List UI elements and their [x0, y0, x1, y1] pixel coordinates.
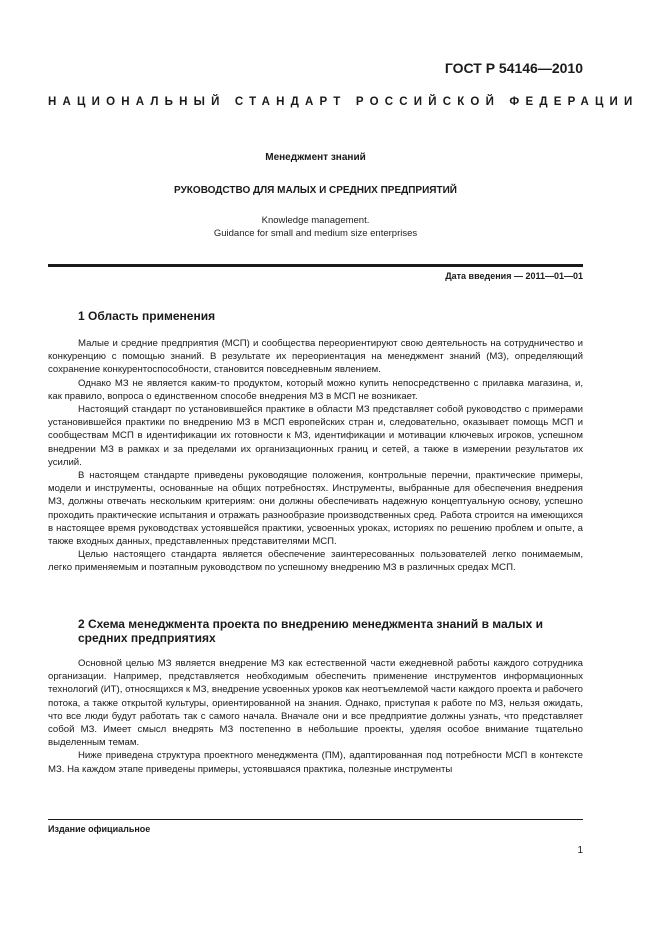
section-1-paragraph: Малые и средние предприятия (МСП) и сообщества переориентируют свою деятельность на сотрудничество и конкуренцию с помощью знаний. В результате их переориентация на менеджмент знаний (МЗ), определяющий сохранение конкурентоспособности, становится повседневным явлением. — [48, 338, 583, 376]
title-divider — [48, 264, 583, 267]
edition-label: Издание официальное — [48, 824, 151, 834]
introduction-date: Дата введения — 2011—01—01 — [445, 271, 583, 281]
document-title-en-line2: Guidance for small and medium size enterprises — [213, 227, 418, 239]
section-1-paragraph: Целью настоящего стандарта является обеспечение заинтересованных пользователей легко понимаемым, легко применяемым и поэтапным руководством по успешному внедрению МЗ в различных средах МСП. — [48, 549, 583, 574]
document-title-en — [48, 215, 583, 240]
section-1-paragraph: Настоящий стандарт по установившейся практике в области МЗ представляет собой руководство с примерами установившейся практики по внедрению МЗ в МСП европейских стран и, следовательно, оказывает помощь МСП и сообществам МСП в идентификации их готовности к МЗ, идентификации и мотивации ключевых игроков, успешном внедрении МЗ в рамках и за пределами их организационных границ и сетей, а также в измерении результатов их усилий. — [48, 404, 583, 468]
section-2-paragraph: Ниже приведена структура проектного менеджмента (ПМ), адаптированная под потребности МСП в контексте МЗ. На каждом этапе приведены примеры, устоявшаяся практика, полезные инструменты — [48, 750, 583, 775]
section-1-paragraph: В настоящем стандарте приведены руководящие положения, контрольные перечни, практические примеры, модели и инструменты, основанные на общих потребностях. Инструменты, выбранные для обеспечения внедрения МЗ, должны отвечать нескольким критериям: они должны обеспечивать надежную концептуальную основу, успешно проходить практические испытания и отражать разнообразие производственных сред. Работа строится на имеющихся в настоящее время руководствах устоявшейся практики, усвоенных уроках, историях по решению проблем и опыте, а также входных данных, представленных представителями МСП. — [48, 470, 583, 548]
footer-divider — [48, 819, 583, 820]
national-standard-title: НАЦИОНАЛЬНЫЙ СТАНДАРТ РОССИЙСКОЙ ФЕДЕРАЦИИ — [48, 96, 639, 108]
document-title-ru: РУКОВОДСТВО ДЛЯ МАЛЫХ И СРЕДНИХ ПРЕДПРИЯТИЙ — [174, 185, 457, 196]
section-1-paragraph: Однако МЗ не является каким-то продуктом, который можно купить непосредственно с прилавка магазина, и, как правило, вопроса о единственном способе внедрения МЗ в МСП не возникает. — [48, 377, 583, 402]
section-1-heading: 1 Область применения — [78, 309, 216, 323]
section-2-heading: 2 Схема менеджмента проекта по внедрению менеджмента знаний в малых и средних предприятиях — [78, 617, 543, 645]
document-title-en-line1: Knowledge management. — [261, 215, 370, 226]
section-2-body — [48, 657, 583, 776]
document-topic: Менеджмент знаний — [265, 152, 366, 163]
section-1-body — [48, 337, 583, 575]
page-number: 1 — [577, 845, 583, 856]
standard-number: ГОСТ Р 54146—2010 — [444, 60, 583, 76]
section-2-paragraph: Основной целью МЗ является внедрение МЗ как естественной части ежедневной работы каждого сотрудника организации. Например, представляется необходимым обеспечить применение инструментов информационных технологий (ИТ), относящихся к МЗ, внедрение усвоенных уроков как неотъемлемой части каждого проекта и рабочего потока, а также открытой культуры, ориентированной на знания. Однако, приступая к работе по МЗ, нельзя ожидать, что все люди будут работать так с самого начала. Вначале они и все предприятие должны узнать, что представляет собой МЗ. Имеет смысл внедрять МЗ постепенно в небольшие проекты, уделяя особое внимание тщательно выделенным темам. — [48, 658, 583, 749]
